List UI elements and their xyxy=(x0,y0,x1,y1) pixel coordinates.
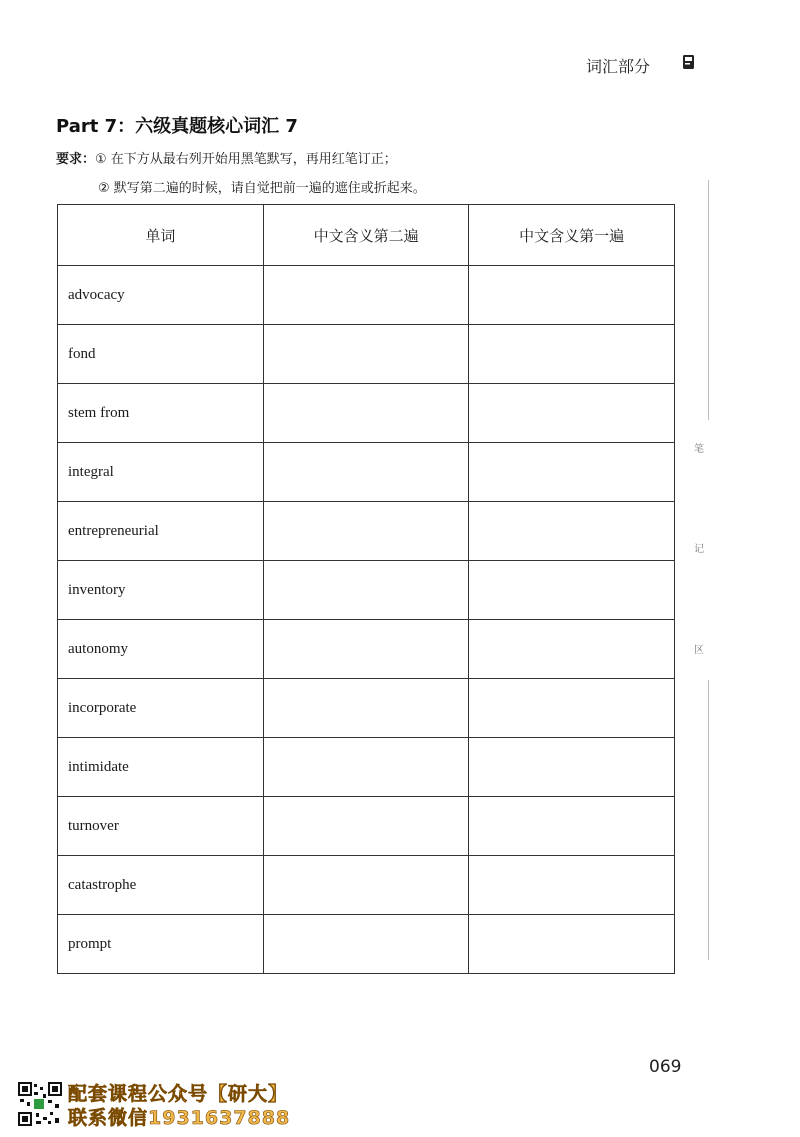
requirement-line-2: ② 默写第二遍的时候，请自觉把前一遍的遮住或折起来。 xyxy=(98,181,426,196)
meaning-first-cell[interactable] xyxy=(469,443,675,502)
meaning-second-cell[interactable] xyxy=(263,915,469,974)
table-row xyxy=(58,266,675,325)
meaning-first-cell[interactable] xyxy=(469,502,675,561)
word-cell: autonomy xyxy=(58,620,264,679)
table-row xyxy=(58,443,675,502)
meaning-second-cell[interactable] xyxy=(263,797,469,856)
table-row xyxy=(58,679,675,738)
meaning-first-cell[interactable] xyxy=(469,384,675,443)
notes-label-char-1: 笔 xyxy=(694,444,704,455)
word-cell: entrepreneurial xyxy=(58,502,264,561)
notes-divider-bottom xyxy=(708,680,709,960)
header-meaning-first: 中文含义第一遍 xyxy=(469,205,675,266)
meaning-second-cell[interactable] xyxy=(263,502,469,561)
meaning-second-cell[interactable] xyxy=(263,561,469,620)
requirement-line-1 xyxy=(56,148,397,167)
table-row xyxy=(58,561,675,620)
word-cell: advocacy xyxy=(58,266,264,325)
word-cell: prompt xyxy=(58,915,264,974)
qr-code[interactable] xyxy=(18,1082,62,1126)
page-number: 069 xyxy=(649,1057,682,1077)
meaning-first-cell[interactable] xyxy=(469,561,675,620)
table-row xyxy=(58,797,675,856)
notes-divider-top xyxy=(708,180,709,420)
meaning-second-cell[interactable] xyxy=(263,856,469,915)
header-word: 单词 xyxy=(58,205,264,266)
meaning-second-cell[interactable] xyxy=(263,384,469,443)
table-row xyxy=(58,915,675,974)
table-row xyxy=(58,620,675,679)
word-cell: fond xyxy=(58,325,264,384)
word-cell: stem from xyxy=(58,384,264,443)
vocabulary-table xyxy=(57,204,675,974)
table-row xyxy=(58,384,675,443)
promo-wechat-contact: 联系微信1931637888 xyxy=(68,1107,291,1129)
meaning-second-cell[interactable] xyxy=(263,325,469,384)
meaning-first-cell[interactable] xyxy=(469,266,675,325)
requirement-text-1: ① 在下方从最右列开始用黑笔默写，再用红笔订正； xyxy=(95,152,397,167)
meaning-first-cell[interactable] xyxy=(469,797,675,856)
meaning-first-cell[interactable] xyxy=(469,915,675,974)
table-row xyxy=(58,856,675,915)
section-title: 词汇部分 xyxy=(585,57,650,76)
table-row xyxy=(58,738,675,797)
word-cell: turnover xyxy=(58,797,264,856)
meaning-first-cell[interactable] xyxy=(469,325,675,384)
word-cell: incorporate xyxy=(58,679,264,738)
word-cell: intimidate xyxy=(58,738,264,797)
part-title: Part 7：六级真题核心词汇 7 xyxy=(56,116,298,137)
meaning-first-cell[interactable] xyxy=(469,620,675,679)
table-row xyxy=(58,502,675,561)
notes-label-char-3: 区 xyxy=(694,645,704,656)
promo-course-account: 配套课程公众号【研大】 xyxy=(68,1083,289,1105)
meaning-first-cell[interactable] xyxy=(469,738,675,797)
requirement-label: 要求： xyxy=(56,152,96,167)
header-meaning-second: 中文含义第二遍 xyxy=(263,205,469,266)
meaning-second-cell[interactable] xyxy=(263,738,469,797)
word-cell: integral xyxy=(58,443,264,502)
meaning-second-cell[interactable] xyxy=(263,679,469,738)
meaning-second-cell[interactable] xyxy=(263,443,469,502)
table-row xyxy=(58,325,675,384)
word-cell: catastrophe xyxy=(58,856,264,915)
meaning-second-cell[interactable] xyxy=(263,266,469,325)
meaning-second-cell[interactable] xyxy=(263,620,469,679)
meaning-first-cell[interactable] xyxy=(469,679,675,738)
word-cell: inventory xyxy=(58,561,264,620)
notes-label-char-2: 记 xyxy=(694,544,704,555)
table-header-row xyxy=(58,205,675,266)
meaning-first-cell[interactable] xyxy=(469,856,675,915)
